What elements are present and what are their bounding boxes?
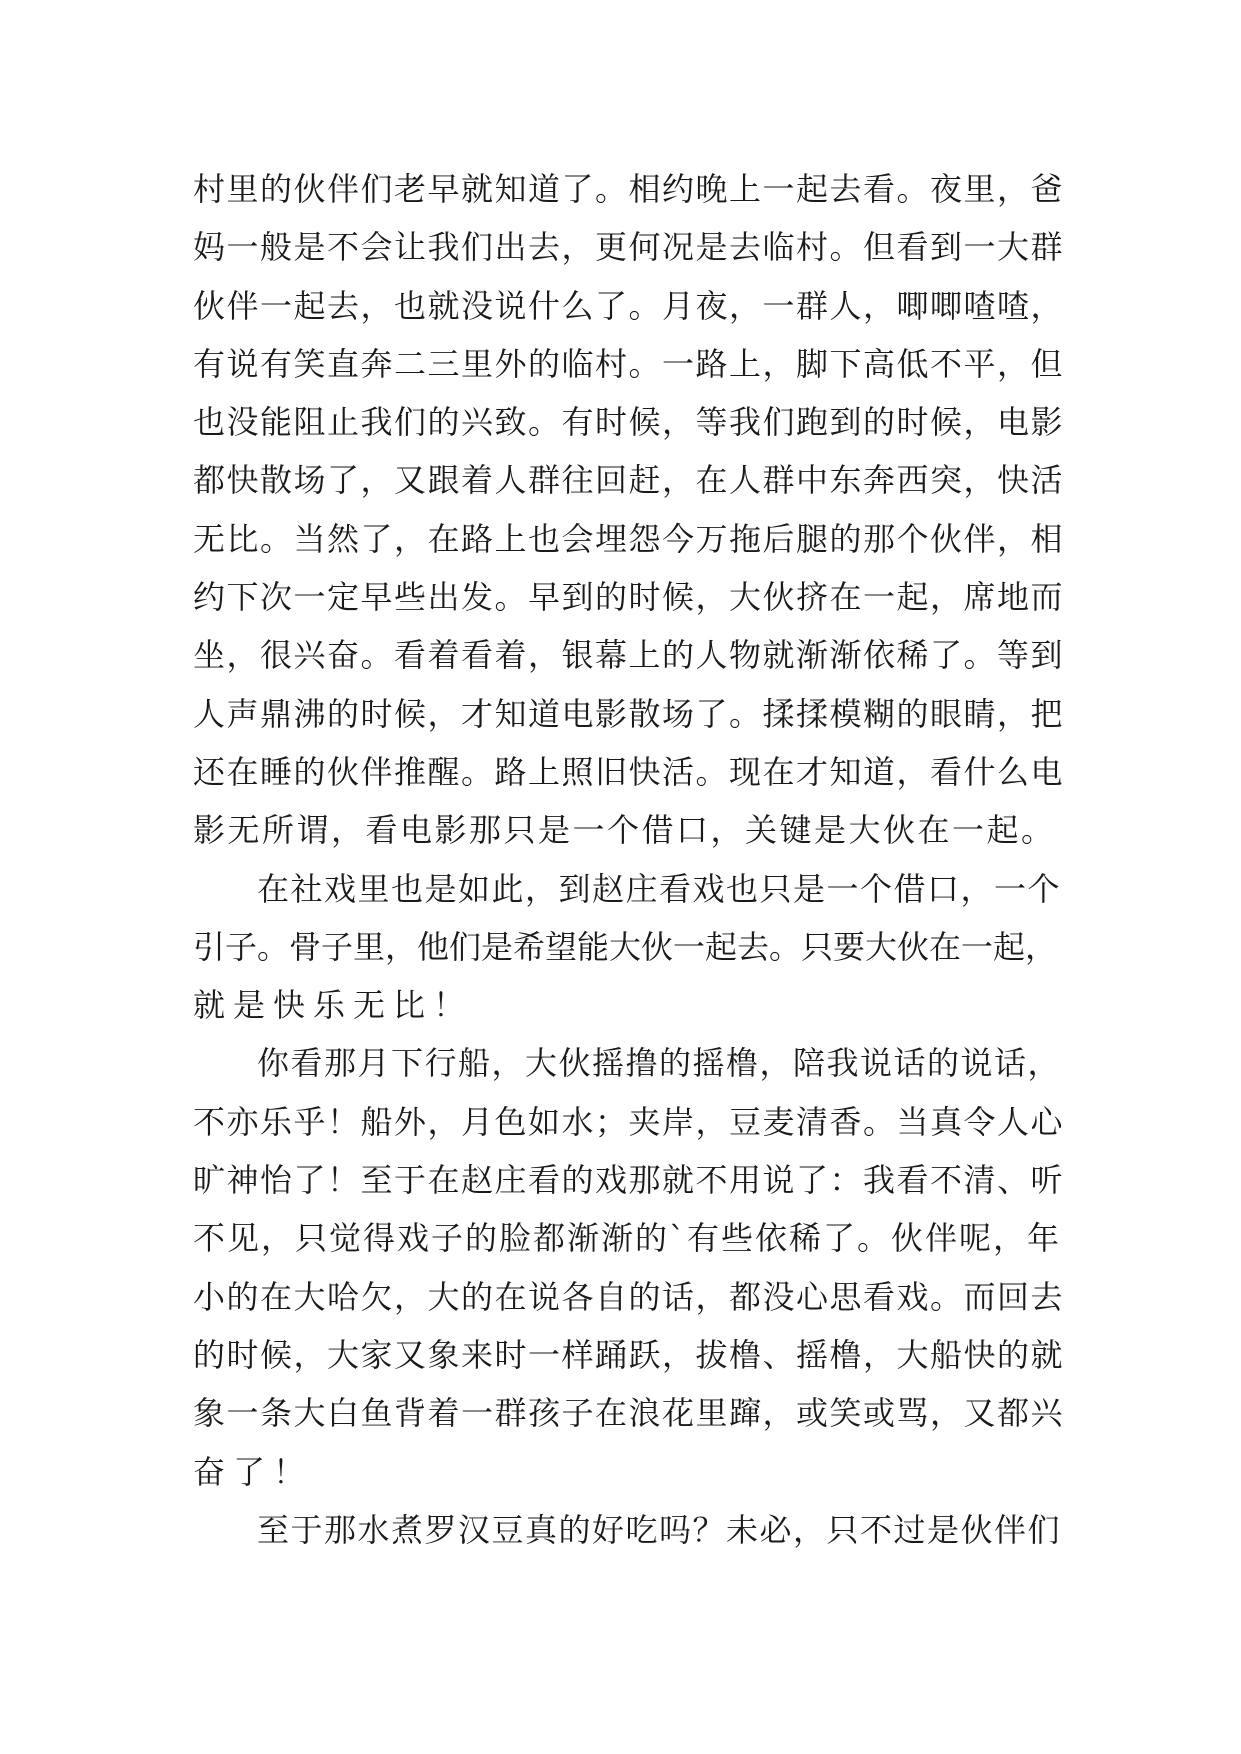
text-line: 不亦乐乎！船外，月色如水；夹岸，豆麦清香。当真令人心 xyxy=(193,1102,1065,1141)
text-line: 约下次一定早些出发。早到的时候，大伙挤在一起，席地而 xyxy=(193,578,1065,617)
text-line: 妈一般是不会让我们出去，更何况是去临村。但看到一大群 xyxy=(193,228,1065,267)
text-line: 小的在大哈欠，大的在说各自的话，都没心思看戏。而回去 xyxy=(193,1277,1065,1316)
text-line: 村里的伙伴们老早就知道了。相约晚上一起去看。夜里，爸 xyxy=(193,170,1065,208)
text-line: 就是快乐无比！ xyxy=(193,986,474,1025)
text-line: 旷神怡了！至于在赵庄看的戏那就不用说了：我看不清、听 xyxy=(193,1161,1065,1200)
text-line: 引子。骨子里，他们是希望能大伙一起去。只要大伙在一起， xyxy=(193,927,1058,966)
text-line: 至于那水煮罗汉豆真的好吃吗？未必，只不过是伙伴们 xyxy=(257,1510,1062,1549)
text-line: 奋了！ xyxy=(193,1452,314,1491)
text-line: 在社戏里也是如此，到赵庄看戏也只是一个借口，一个 xyxy=(257,869,1062,908)
text-line: 还在睡的伙伴推醒。路上照旧快活。现在才知道，看什么电 xyxy=(193,752,1065,791)
text-line: 坐，很兴奋。看着看着，银幕上的人物就渐渐依稀了。等到 xyxy=(193,636,1065,675)
text-line: 都快散场了，又跟着人群往回赶，在人群中东奔西突，快活 xyxy=(193,461,1065,500)
text-line: 伙伴一起去，也就没说什么了。月夜，一群人，唧唧喳喳， xyxy=(193,286,1065,325)
text-line: 影无所谓，看电影那只是一个借口，关键是大伙在一起。 xyxy=(193,811,1056,850)
text-line: 你看那月下行船，大伙摇撸的摇橹，陪我说话的说话， xyxy=(257,1044,1062,1083)
text-line: 的时候，大家又象来时一样踊跃，拔橹、摇橹，大船快的就 xyxy=(193,1335,1065,1374)
document-page xyxy=(193,160,1063,1559)
text-line: 不见，只觉得戏子的脸都渐渐的`有些依稀了。伙伴呢，年 xyxy=(193,1219,1062,1258)
text-line: 人声鼎沸的时候，才知道电影散场了。揉揉模糊的眼睛，把 xyxy=(193,694,1065,733)
text-line: 也没能阻止我们的兴致。有时候，等我们跑到的时候，电影 xyxy=(193,403,1065,442)
text-line: 无比。当然了，在路上也会埋怨今万拖后腿的那个伙伴，相 xyxy=(193,519,1065,558)
text-line: 有说有笑直奔二三里外的临村。一路上，脚下高低不平，但 xyxy=(193,344,1065,383)
text-line: 象一条大白鱼背着一群孩子在浪花里蹿，或笑或骂，又都兴 xyxy=(193,1394,1065,1433)
